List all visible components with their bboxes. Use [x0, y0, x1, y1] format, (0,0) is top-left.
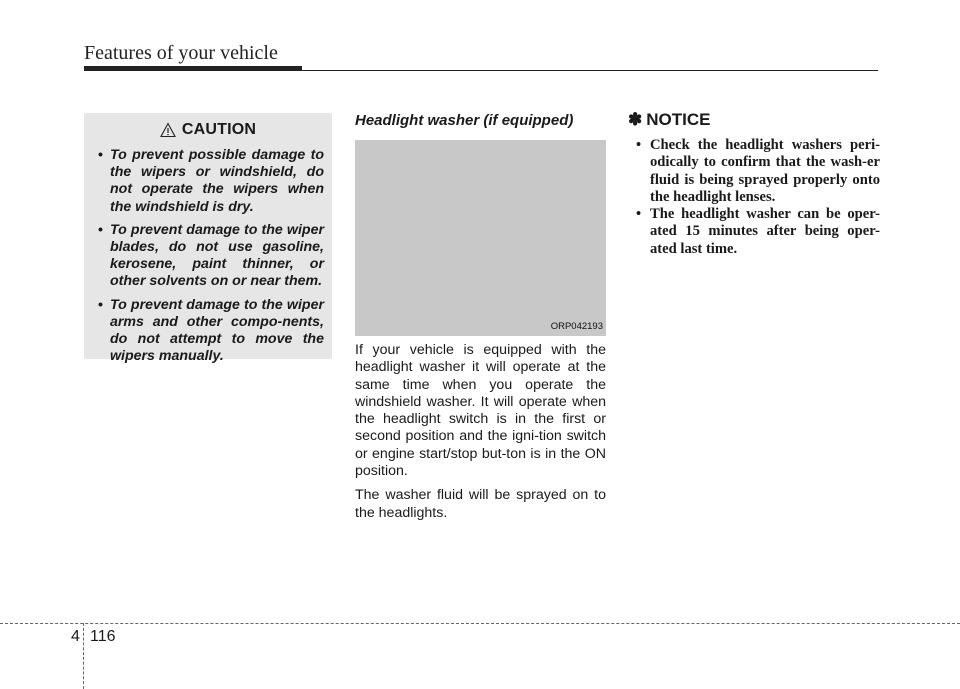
headlight-washer-image — [355, 140, 606, 336]
section-title: Headlight washer (if equipped) — [355, 112, 574, 129]
body-paragraph: If your vehicle is equipped with the headlight washer it will operate at the same time when you operate the windshield washer. It will operate when the headlight switch is in the first or second position and the igni-tion switch or engine start/stop but-ton is in the ON position. — [355, 342, 606, 480]
body-paragraph: The washer fluid will be sprayed on to the headlights. — [355, 487, 606, 521]
notice-list — [628, 137, 880, 258]
notice-item: • Check the headlight washers peri-odically to confirm that the wash-er fluid is being sprayed properly onto the headlight lenses. — [628, 137, 880, 206]
notice-label: NOTICE — [646, 110, 711, 129]
caution-box — [84, 113, 332, 365]
image-code: ORP042193 — [550, 321, 603, 332]
section-body — [355, 342, 606, 529]
caution-heading — [92, 121, 324, 139]
notice-star-icon: ✽ — [628, 110, 643, 129]
footer-divider — [0, 623, 960, 624]
page-number: 116 — [90, 628, 116, 645]
chapter-number: 4 — [71, 628, 80, 645]
page-header-title: Features of your vehicle — [84, 42, 278, 64]
warning-triangle-icon — [160, 122, 176, 138]
notice-item: • The headlight washer can be oper-ated 15 minutes after being oper-ated last time. — [628, 206, 880, 258]
notice-heading — [628, 110, 710, 130]
caution-list — [92, 147, 324, 365]
header-rule-thin — [84, 70, 878, 71]
footer-vertical-divider — [83, 623, 84, 689]
caution-item: • To prevent possible damage to the wipers or windshield, do not operate the wipers when the windshield is dry. — [92, 147, 324, 216]
caution-item: • To prevent damage to the wiper arms and other compo-nents, do not attempt to move the wipers manually. — [92, 297, 324, 366]
caution-item: • To prevent damage to the wiper blades, do not use gasoline, kerosene, paint thinner, or other solvents on or near them. — [92, 222, 324, 291]
caution-label: CAUTION — [181, 121, 257, 138]
